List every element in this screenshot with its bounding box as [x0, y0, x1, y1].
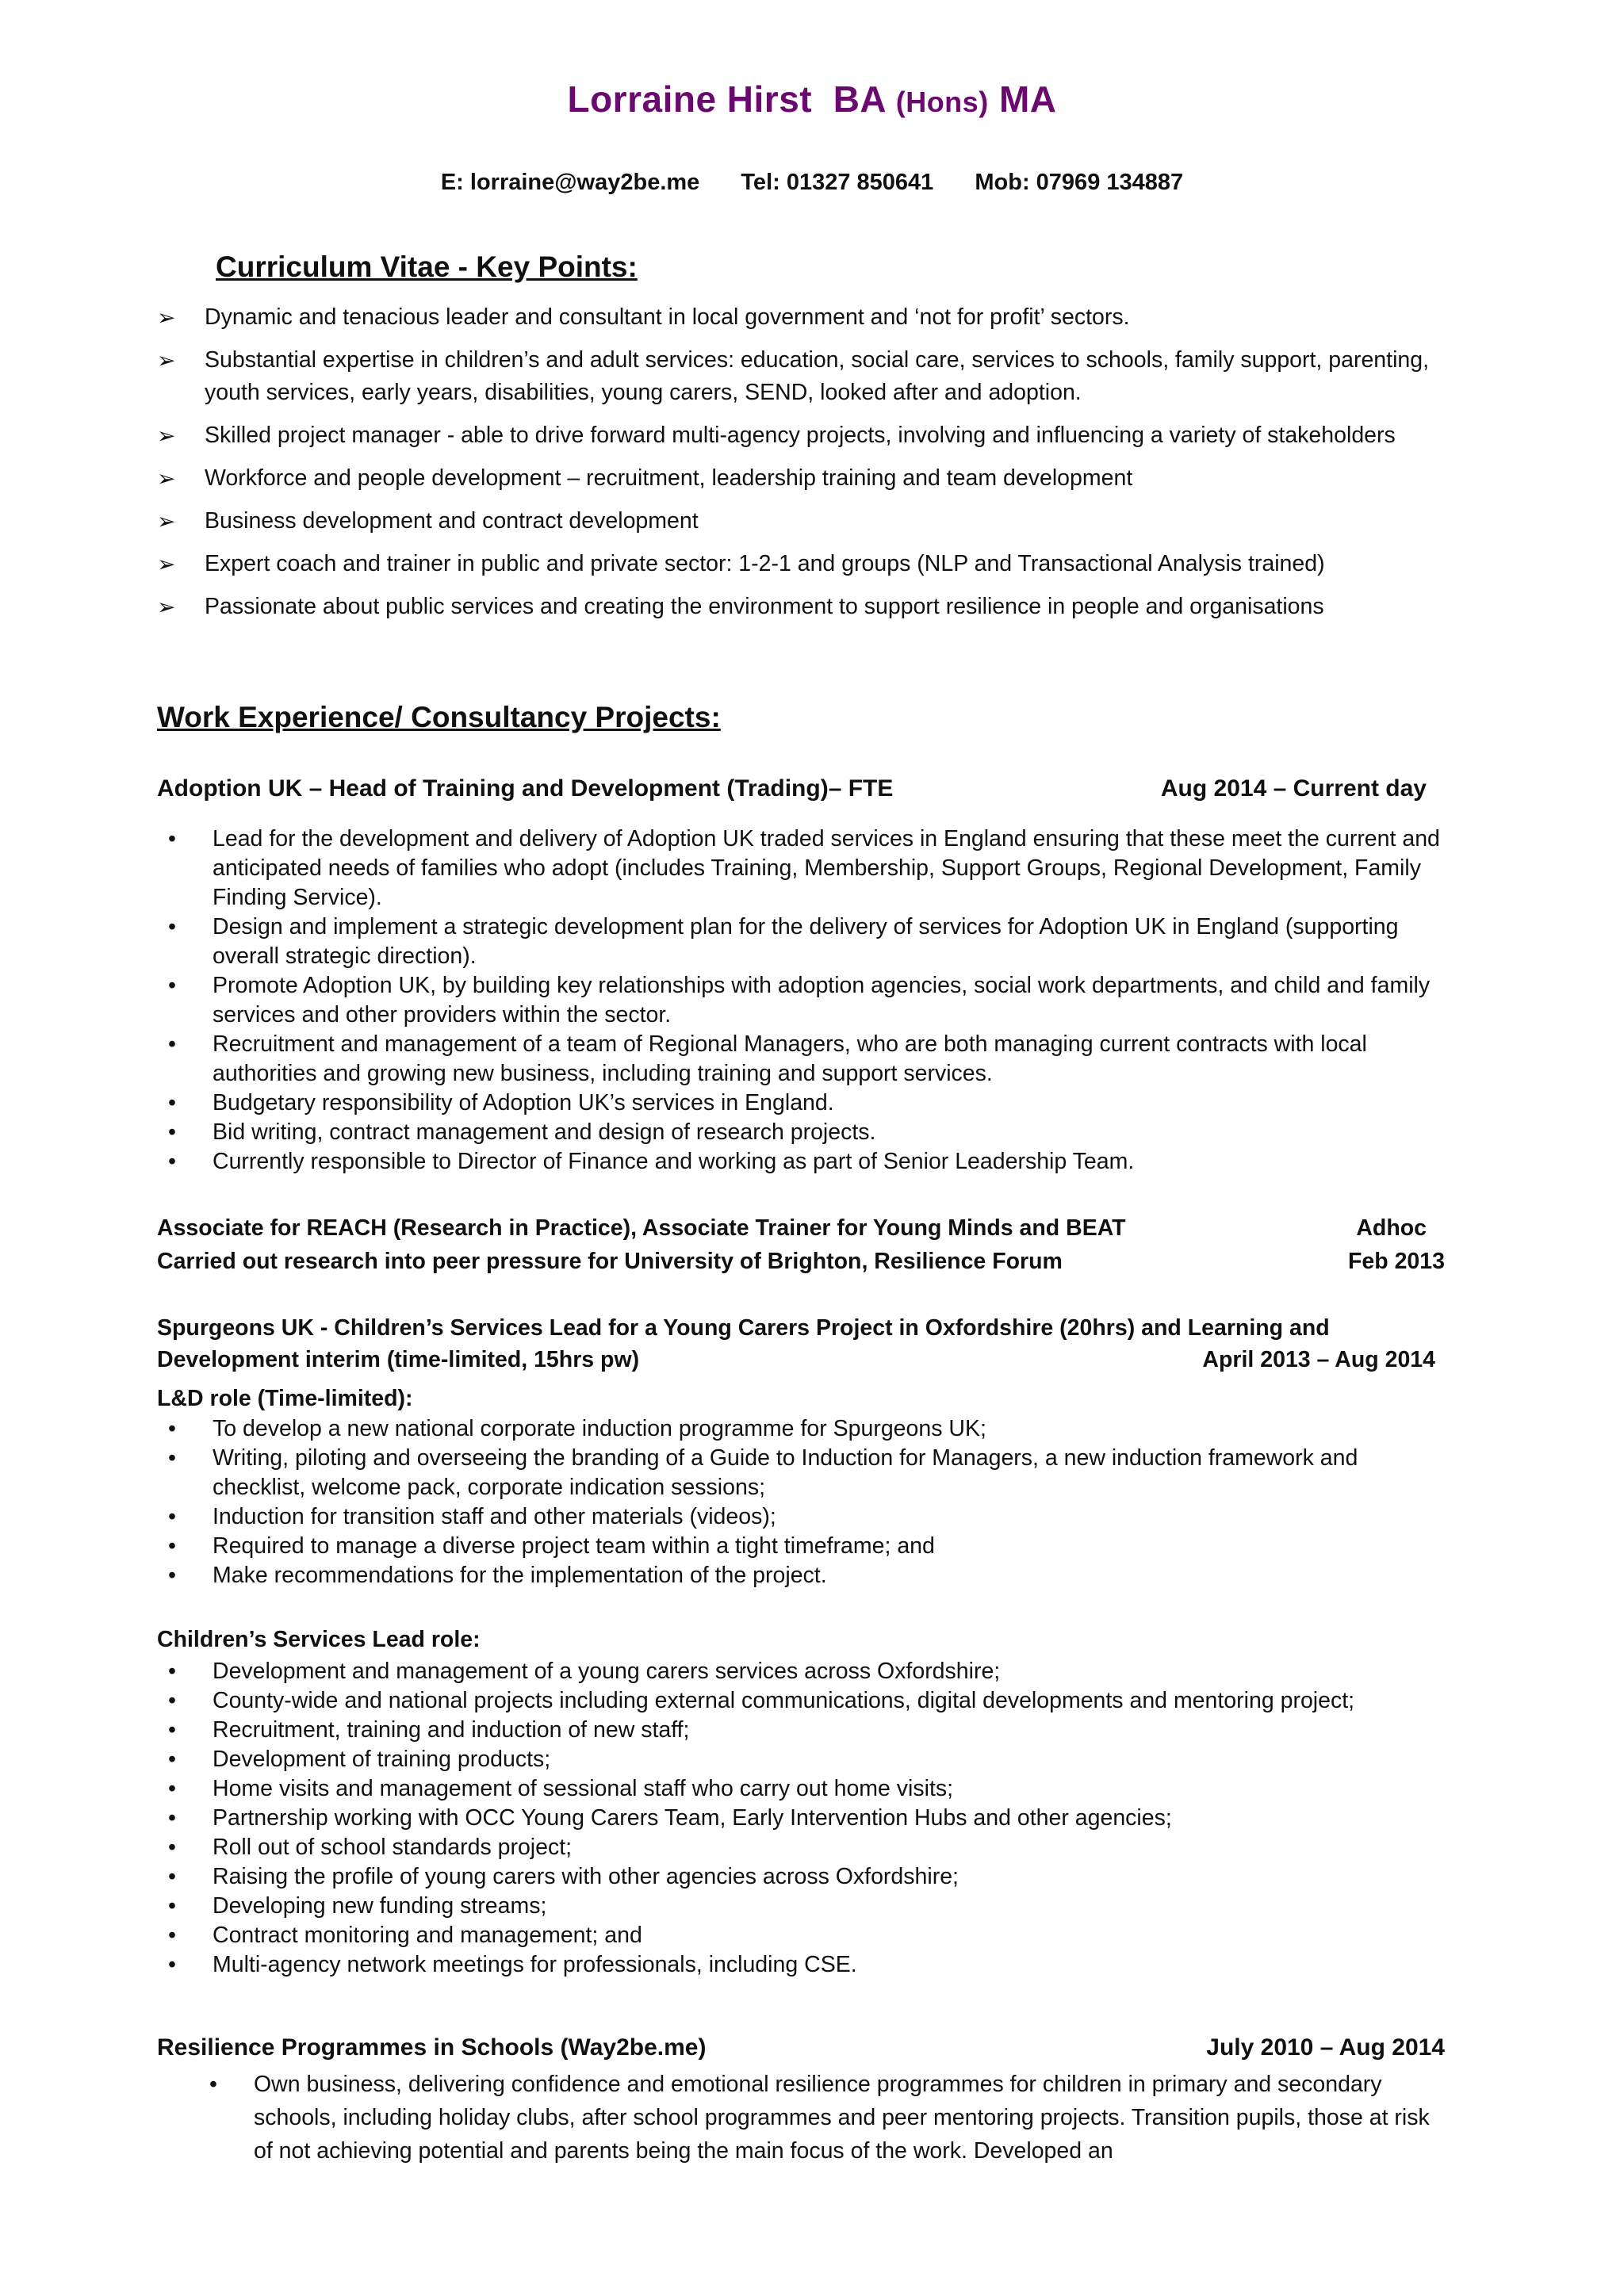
bullet-icon: • — [168, 1031, 176, 1057]
bullet-icon: • — [168, 1835, 176, 1860]
bullet-icon: • — [168, 973, 176, 998]
list-item: ➢ Substantial expertise in children’s and adult services: education, social care, services to schools, family support, parenting, youth services, early years, disabilities, young carers, SEND, looked after and adoption. — [157, 344, 1457, 409]
bullet-icon: • — [168, 1952, 176, 1977]
resilience-role-header — [157, 2034, 1445, 2061]
bullet-icon: • — [168, 1119, 176, 1145]
bullet-icon: • — [168, 1747, 176, 1772]
arrow-bullet-icon: ➢ — [157, 552, 176, 576]
brighton-text: Carried out research into peer pressure for University of Brighton, Resilience Forum — [157, 1249, 1063, 1274]
spurgeons-line-2 — [157, 1343, 1445, 1376]
resilience-duties — [209, 2068, 1454, 2168]
cs-duties — [168, 1657, 1453, 1980]
bullet-icon: • — [168, 1717, 176, 1743]
bullet-icon: • — [168, 1445, 176, 1471]
brighton-line — [157, 1245, 1445, 1278]
adoption-role-header — [157, 775, 1445, 802]
list-item: ➢ Business development and contract development — [157, 505, 1457, 538]
list-item: • County-wide and national projects including external communications, digital developments and mentoring project; — [168, 1686, 1453, 1716]
list-item: ➢ Expert coach and trainer in public and private sector: 1-2-1 and groups (NLP and Transactional Analysis trained) — [157, 548, 1457, 580]
arrow-bullet-icon: ➢ — [157, 305, 176, 330]
bullet-icon: • — [168, 914, 176, 939]
bullet-icon: • — [168, 1776, 176, 1801]
list-item: • Currently responsible to Director of Finance and working as part of Senior Leadership Team. — [168, 1147, 1453, 1177]
ld-role-label: L&D role (Time-limited): — [157, 1386, 413, 1411]
bullet-icon: • — [209, 2072, 217, 2097]
email-text[interactable]: E: lorraine@way2be.me — [440, 170, 700, 195]
list-item: ➢ Passionate about public services and creating the environment to support resilience in people and organisations — [157, 591, 1457, 623]
arrow-bullet-icon: ➢ — [157, 595, 176, 619]
list-item: • To develop a new national corporate induction programme for Spurgeons UK; — [168, 1414, 1453, 1444]
bullet-icon: • — [168, 1563, 176, 1588]
brighton-date: Feb 2013 — [1348, 1249, 1445, 1274]
list-item: • Induction for transition staff and other materials (videos); — [168, 1502, 1453, 1532]
list-item: • Own business, delivering confidence and emotional resilience programmes for children in primary and secondary schools, including holiday clubs, after school programmes and peer mentoring projects. Transition pupils, those at risk of not achieving potential and parents being the main focus of the work. Developed an — [209, 2068, 1454, 2168]
tel-text: Tel: 01327 850641 — [741, 170, 934, 195]
bullet-icon: • — [168, 1805, 176, 1831]
bullet-icon: • — [168, 1090, 176, 1115]
bullet-icon: • — [168, 1893, 176, 1919]
spurgeons-title: Development interim (time-limited, 15hrs pw) — [157, 1347, 640, 1372]
candidate-name — [0, 78, 1624, 121]
arrow-bullet-icon: ➢ — [157, 348, 176, 373]
reach-text: Associate for REACH (Research in Practice), Associate Trainer for Young Minds and BEAT — [157, 1215, 1126, 1241]
list-item: • Multi-agency network meetings for professionals, including CSE. — [168, 1950, 1453, 1980]
list-item: ➢ Skilled project manager - able to drive forward multi-agency projects, involving and influencing a variety of stakeholders — [157, 419, 1457, 452]
bullet-icon: • — [168, 826, 176, 851]
reach-date: Adhoc — [1356, 1215, 1427, 1241]
list-item: • Bid writing, contract management and design of research projects. — [168, 1118, 1453, 1147]
spurgeons-line-1: Spurgeons UK - Children’s Services Lead for a Young Carers Project in Oxfordshire (20hrs) and Learning and — [157, 1315, 1330, 1341]
arrow-bullet-icon: ➢ — [157, 423, 176, 448]
list-item: • Development and management of a young carers services across Oxfordshire; — [168, 1657, 1453, 1686]
bullet-icon: • — [168, 1688, 176, 1713]
degree-ba: BA — [833, 78, 886, 120]
resilience-date: July 2010 – Aug 2014 — [1206, 2034, 1445, 2061]
list-item: • Writing, piloting and overseeing the branding of a Guide to Induction for Managers, a new induction framework and checklist, welcome pack, corporate indication sessions; — [168, 1445, 1358, 1500]
name-text: Lorraine Hirst — [567, 78, 813, 120]
adoption-title: Adoption UK – Head of Training and Development (Trading)– FTE — [157, 775, 894, 802]
list-item: • Developing new funding streams; — [168, 1892, 1453, 1921]
arrow-bullet-icon: ➢ — [157, 466, 176, 491]
arrow-bullet-icon: ➢ — [157, 509, 176, 534]
bullet-icon: • — [168, 1864, 176, 1889]
bullet-icon: • — [168, 1504, 176, 1529]
bullet-icon: • — [168, 1416, 176, 1441]
key-points-heading: Curriculum Vitae - Key Points: — [216, 251, 638, 283]
bullet-icon: • — [168, 1533, 176, 1559]
list-item: • Recruitment, training and induction of new staff; — [168, 1716, 1453, 1745]
list-item: • Raising the profile of young carers with other agencies across Oxfordshire; — [168, 1862, 1453, 1892]
list-item: • Promote Adoption UK, by building key relationships with adoption agencies, social work departments, and child and family services and other providers within the sector. — [168, 973, 1431, 1027]
adoption-duties — [168, 825, 1453, 1177]
degree-hons: (Hons) — [895, 86, 989, 118]
list-item: ➢ Workforce and people development – recruitment, leadership training and team development — [157, 462, 1457, 495]
list-item: ➢ Dynamic and tenacious leader and consultant in local government and ‘not for profit’ sectors. — [157, 301, 1457, 334]
bullet-icon: • — [168, 1659, 176, 1684]
list-item: • Design and implement a strategic development plan for the delivery of services for Adoption UK in England (supporting overall strategic direction). — [168, 914, 1399, 969]
reach-line — [157, 1211, 1445, 1245]
list-item: • Required to manage a diverse project team within a tight timeframe; and — [168, 1532, 1453, 1561]
list-item: • Contract monitoring and management; and — [168, 1921, 1453, 1950]
adoption-date: Aug 2014 – Current day — [1160, 775, 1427, 802]
spurgeons-date: April 2013 – Aug 2014 — [1202, 1347, 1435, 1372]
list-item: • Home visits and management of sessional staff who carry out home visits; — [168, 1774, 1453, 1804]
list-item: • Budgetary responsibility of Adoption UK’s services in England. — [168, 1089, 1453, 1118]
list-item: • Roll out of school standards project; — [168, 1833, 1453, 1862]
list-item: • Recruitment and management of a team of Regional Managers, who are both managing current contracts with local authorities and growing new business, including training and support services. — [168, 1031, 1367, 1086]
resilience-title: Resilience Programmes in Schools (Way2be.me) — [157, 2034, 707, 2061]
contact-line — [0, 170, 1624, 196]
list-item: • Lead for the development and delivery of Adoption UK traded services in England ensuring that these meet the current and anticipated needs of families who adopt (includes Training, Membership, Support Groups, Regional Development, Family Finding Service). — [168, 826, 1440, 910]
key-points-list — [157, 301, 1457, 633]
work-heading: Work Experience/ Consultancy Projects: — [157, 701, 721, 733]
list-item: • Development of training products; — [168, 1745, 1453, 1774]
ld-duties — [168, 1414, 1453, 1590]
mob-text: Mob: 07969 134887 — [975, 170, 1184, 195]
list-item: • Make recommendations for the implementation of the project. — [168, 1561, 1453, 1590]
bullet-icon: • — [168, 1923, 176, 1948]
bullet-icon: • — [168, 1149, 176, 1174]
list-item: • Partnership working with OCC Young Carers Team, Early Intervention Hubs and other agencies; — [168, 1804, 1453, 1833]
cs-role-label: Children’s Services Lead role: — [157, 1627, 481, 1652]
degree-ma: MA — [998, 78, 1057, 120]
